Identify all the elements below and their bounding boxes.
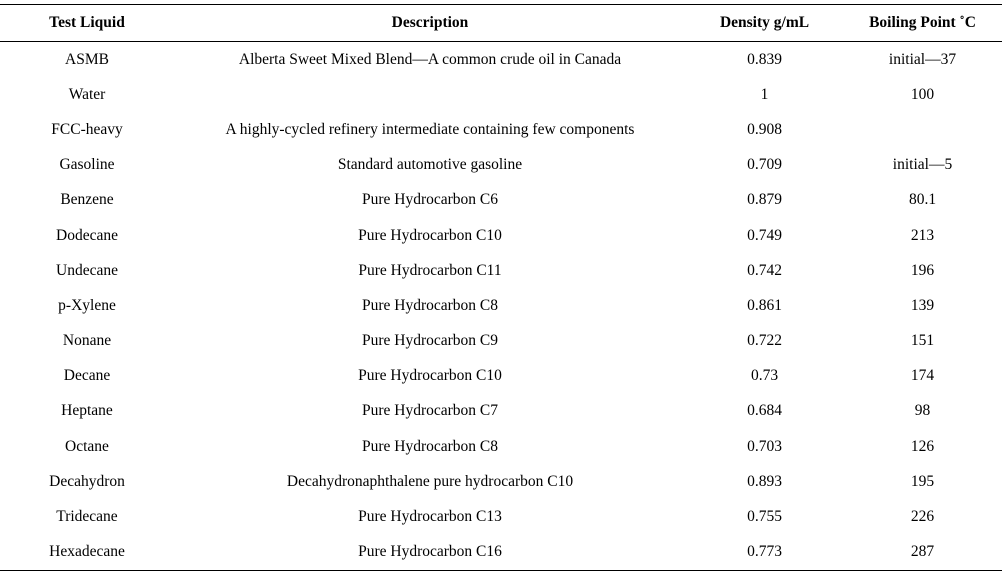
table-row [0, 183, 1002, 218]
table-row [0, 253, 1002, 288]
cell-test-liquid: Tridecane [56, 508, 118, 526]
cell-density: 0.73 [750, 367, 779, 385]
cell-test-liquid: Undecane [56, 261, 118, 279]
cell-density: 0.749 [747, 226, 782, 244]
cell-test-liquid: ASMB [65, 50, 109, 68]
cell-density: 0.839 [747, 50, 782, 68]
table-row [0, 77, 1002, 112]
cell-boiling-point: 100 [910, 85, 935, 103]
cell-description: A highly-cycled refinery intermediate containing few components [225, 120, 635, 138]
cell-boiling-point: 151 [910, 332, 935, 350]
cell-test-liquid: Decahydron [49, 472, 125, 490]
cell-test-liquid: Hexadecane [49, 543, 125, 561]
table-row [0, 394, 1002, 429]
cell-description: Pure Hydrocarbon C11 [358, 261, 502, 279]
cell-test-liquid: Water [68, 85, 106, 103]
table-row [0, 464, 1002, 499]
cell-density: 0.861 [747, 296, 782, 314]
cell-density: 0.879 [747, 191, 782, 209]
cell-description: Standard automotive gasoline [337, 156, 523, 174]
cell-boiling-point: 213 [910, 226, 935, 244]
cell-test-liquid: Octane [65, 437, 109, 455]
cell-description: Pure Hydrocarbon C7 [361, 402, 499, 420]
cell-test-liquid: p-Xylene [58, 296, 116, 314]
cell-density: 1 [760, 85, 769, 103]
table-header [0, 5, 1002, 42]
cell-description: Pure Hydrocarbon C9 [361, 332, 499, 350]
header-description: Description [391, 14, 469, 31]
cell-density: 0.722 [747, 332, 782, 350]
cell-description: Pure Hydrocarbon C13 [358, 508, 502, 526]
cell-test-liquid: Benzene [60, 191, 114, 209]
cell-boiling-point: 80.1 [908, 191, 937, 209]
cell-description: Pure Hydrocarbon C10 [358, 226, 502, 244]
cell-density: 0.908 [747, 120, 782, 138]
cell-density: 0.773 [747, 543, 782, 561]
cell-boiling-point [843, 112, 1002, 147]
cell-density: 0.709 [747, 156, 782, 174]
cell-boiling-point: 126 [910, 437, 935, 455]
cell-description: Pure Hydrocarbon C10 [358, 367, 502, 385]
cell-description: Pure Hydrocarbon C6 [361, 191, 499, 209]
header-boiling-point: Boiling Point ˚C [869, 14, 976, 31]
cell-boiling-point: initial—5 [892, 156, 953, 174]
table-row [0, 218, 1002, 253]
table-row [0, 535, 1002, 571]
cell-test-liquid: Nonane [62, 332, 112, 350]
cell-test-liquid: Heptane [61, 402, 113, 420]
table-row [0, 288, 1002, 323]
cell-test-liquid: Gasoline [59, 156, 115, 174]
header-density: Density g/mL [719, 14, 810, 31]
cell-test-liquid: Decane [63, 367, 111, 385]
cell-boiling-point: 196 [910, 261, 935, 279]
cell-boiling-point: 287 [910, 543, 935, 561]
table-row [0, 42, 1002, 78]
cell-boiling-point: 98 [914, 402, 931, 420]
table-row [0, 324, 1002, 359]
cell-density: 0.703 [747, 437, 782, 455]
cell-test-liquid: Dodecane [56, 226, 118, 244]
table-row [0, 148, 1002, 183]
cell-description: Pure Hydrocarbon C16 [358, 543, 502, 561]
cell-density: 0.742 [747, 261, 782, 279]
cell-density: 0.893 [747, 472, 782, 490]
table-row [0, 499, 1002, 534]
cell-boiling-point: initial—37 [888, 50, 957, 68]
table-body [0, 42, 1002, 571]
cell-description: Pure Hydrocarbon C8 [361, 296, 499, 314]
header-row [0, 5, 1002, 42]
cell-description: Pure Hydrocarbon C8 [361, 437, 499, 455]
cell-description: Alberta Sweet Mixed Blend—A common crude oil in Canada [238, 50, 622, 68]
cell-boiling-point: 195 [910, 472, 935, 490]
cell-description [174, 77, 686, 112]
cell-density: 0.684 [747, 402, 782, 420]
cell-boiling-point: 174 [910, 367, 935, 385]
cell-boiling-point: 226 [910, 508, 935, 526]
cell-density: 0.755 [747, 508, 782, 526]
table-row [0, 359, 1002, 394]
header-test-liquid: Test Liquid [49, 14, 125, 31]
cell-test-liquid: FCC-heavy [51, 120, 123, 138]
table-row [0, 429, 1002, 464]
cell-boiling-point: 139 [910, 296, 935, 314]
test-liquids-table [0, 4, 1002, 571]
cell-description: Decahydronaphthalene pure hydrocarbon C10 [286, 472, 574, 490]
table-row [0, 112, 1002, 147]
